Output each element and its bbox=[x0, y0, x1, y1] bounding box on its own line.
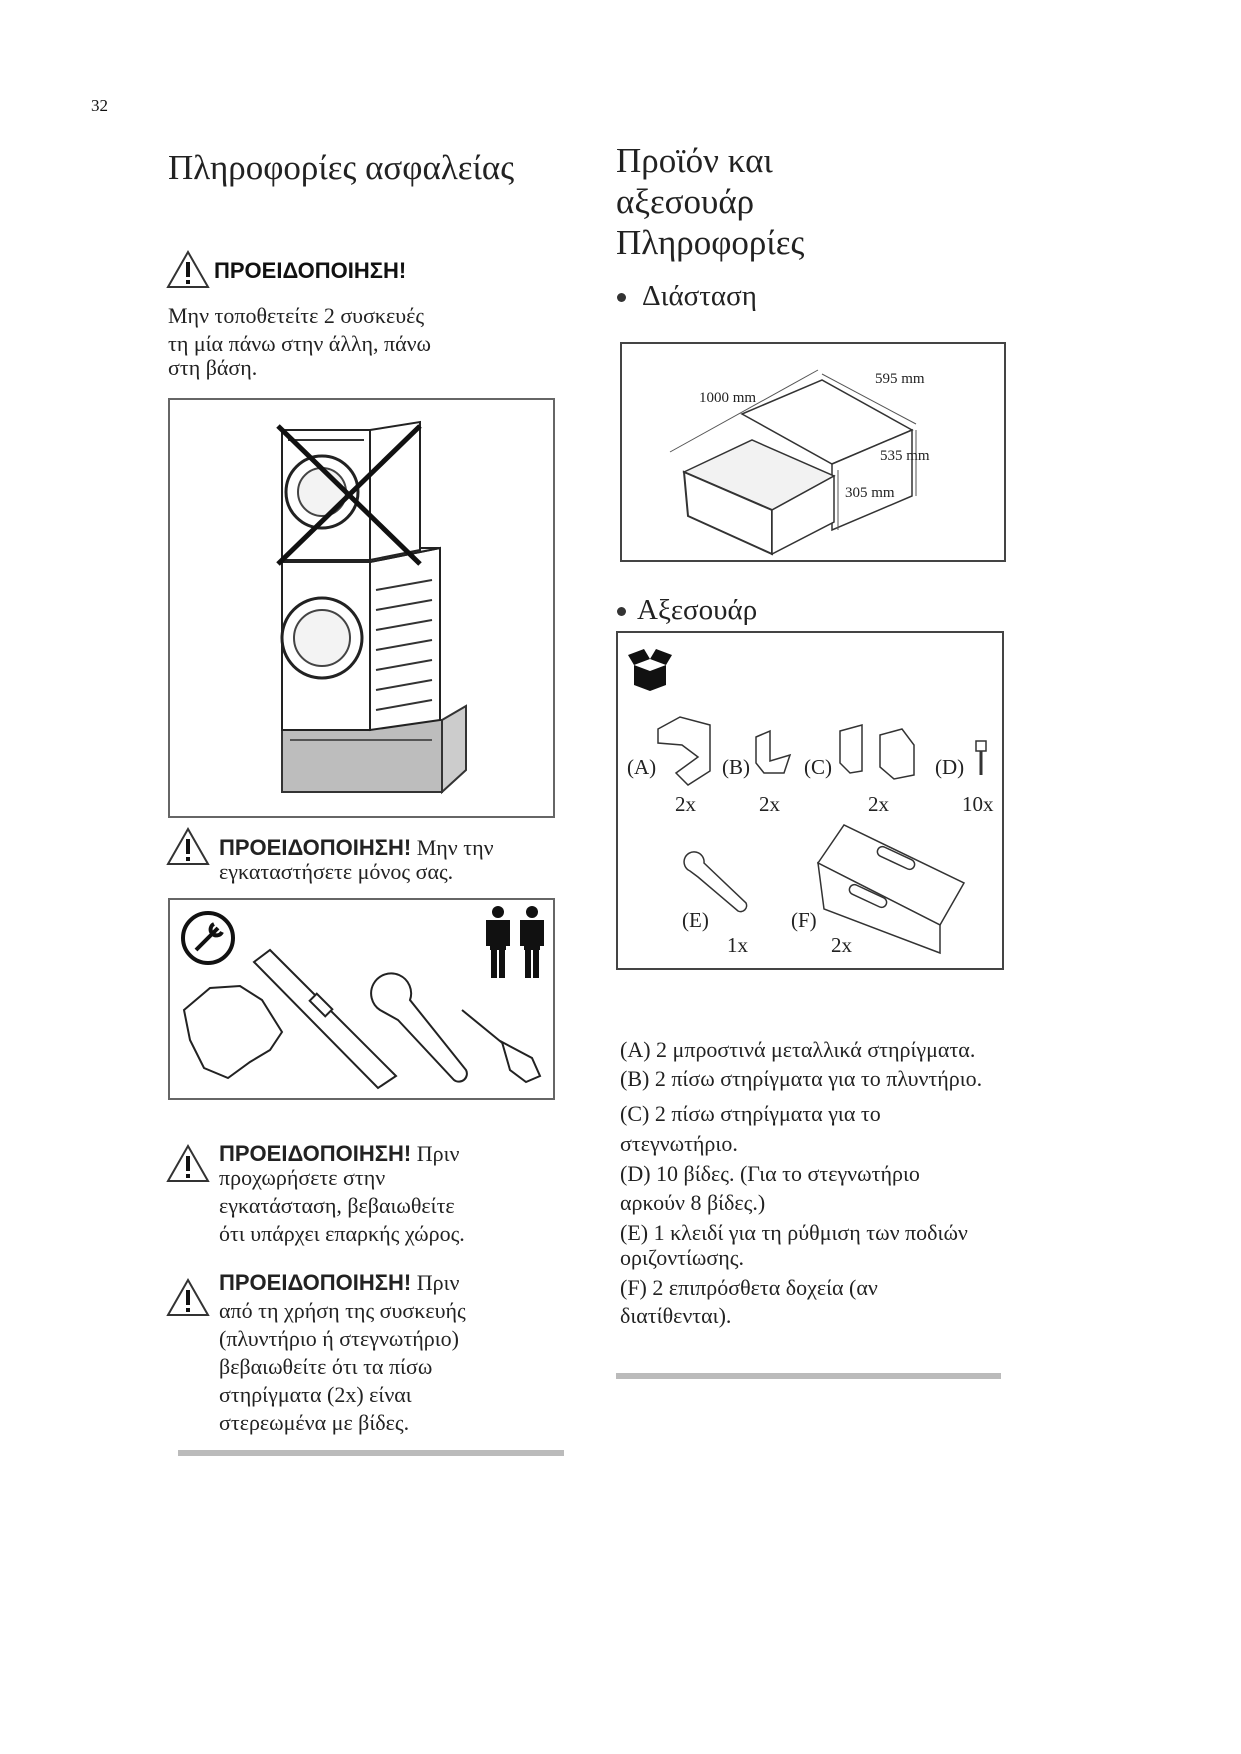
accessories-subtitle: Αξεσουάρ bbox=[637, 594, 758, 626]
section-title-product bbox=[616, 140, 804, 263]
column-end-rule bbox=[178, 1450, 564, 1456]
description-line: (B) 2 πίσω στηρίγματα για το πλυντήριο. bbox=[620, 1066, 983, 1091]
warning-text-space bbox=[219, 1140, 549, 1248]
text-line: στηρίγματα (2x) είναι bbox=[219, 1382, 412, 1407]
accessory-label: (E) bbox=[682, 908, 709, 932]
accessory-label: (B) bbox=[722, 755, 750, 779]
text-line: στη βάση. bbox=[168, 355, 258, 380]
text-line: ότι υπάρχει επαρκής χώρος. bbox=[219, 1221, 465, 1246]
bullet-icon bbox=[617, 607, 626, 616]
plinth-drawer-image bbox=[622, 344, 1004, 560]
warning-label: ΠΡΟΕΙΔΟΠΟΙΗΣΗ! bbox=[219, 835, 412, 860]
text-line: εγκαταστήσετε μόνος σας. bbox=[219, 859, 454, 884]
warning-icon bbox=[166, 826, 210, 866]
description-line: αρκούν 8 βίδες.) bbox=[620, 1190, 766, 1215]
description-line: διατίθενται). bbox=[620, 1303, 732, 1328]
accessories-diagram bbox=[616, 631, 1004, 970]
description-line: (F) 2 επιπρόσθετα δοχεία (αν bbox=[620, 1275, 878, 1300]
accessory-descriptions bbox=[620, 1036, 1020, 1330]
dimension-subtitle: Διάσταση bbox=[642, 280, 757, 312]
section-title-safety: Πληροφορίες ασφαλείας bbox=[168, 148, 515, 187]
text-line: τη μία πάνω στην άλλη, πάνω bbox=[168, 331, 432, 356]
warning-label: ΠΡΟΕΙΔΟΠΟΙΗΣΗ! bbox=[219, 1270, 412, 1295]
dryer-on-washer-crossed-out-image bbox=[170, 400, 553, 816]
accessory-label: (F) bbox=[791, 908, 817, 932]
title-line: Προϊόν και bbox=[616, 141, 773, 180]
dimension-diagram bbox=[620, 342, 1006, 562]
tools-and-two-persons-image bbox=[170, 900, 553, 1098]
stacked-appliances-illustration bbox=[168, 398, 555, 818]
text-line: βεβαιωθείτε ότι τα πίσω bbox=[219, 1354, 433, 1379]
description-line: (E) 1 κλειδί για τη ρύθμιση των ποδιών bbox=[620, 1220, 968, 1245]
description-line: (C) 2 πίσω στηρίγματα για το bbox=[620, 1101, 881, 1126]
description-line: στεγνωτήριο. bbox=[620, 1131, 738, 1156]
accessory-quantity: 1x bbox=[727, 933, 748, 957]
description-line: (A) 2 μπροστινά μεταλλικά στηρίγματα. bbox=[620, 1037, 976, 1062]
text-line: Μην τοποθετείτε 2 συσκευές bbox=[168, 303, 425, 328]
warning-label: ΠΡΟΕΙΔΟΠΟΙΗΣΗ! bbox=[214, 258, 407, 283]
text-line: Πριν bbox=[411, 1270, 460, 1295]
warning-icon bbox=[166, 249, 210, 289]
title-line: αξεσουάρ bbox=[616, 182, 755, 221]
warning-text-assistance bbox=[219, 834, 549, 886]
dimension-label-depth: 535 mm bbox=[880, 448, 930, 464]
text-line: Μην την bbox=[411, 835, 494, 860]
warning-text-rear-brackets bbox=[219, 1269, 549, 1437]
text-line: προχωρήσετε στην bbox=[219, 1165, 386, 1190]
title-line: Πληροφορίες bbox=[616, 223, 805, 262]
accessory-quantity: 2x bbox=[759, 792, 780, 816]
warning-icon bbox=[166, 1143, 210, 1183]
description-line: οριζοντίωσης. bbox=[620, 1245, 744, 1270]
text-line: εγκατάσταση, βεβαιωθείτε bbox=[219, 1193, 455, 1218]
accessory-quantity: 2x bbox=[868, 792, 889, 816]
dimension-label-width: 595 mm bbox=[875, 371, 925, 387]
text-line: στερεωμένα με βίδες. bbox=[219, 1410, 410, 1435]
text-line: από τη χρήση της συσκευής bbox=[219, 1298, 466, 1323]
warning-icon bbox=[166, 1277, 210, 1317]
accessory-label: (D) bbox=[935, 755, 965, 779]
column-end-rule bbox=[616, 1373, 1001, 1379]
bullet-icon bbox=[617, 293, 626, 302]
accessory-label: (A) bbox=[627, 755, 657, 779]
warning-label: ΠΡΟΕΙΔΟΠΟΙΗΣΗ! bbox=[219, 1141, 412, 1166]
tools-illustration bbox=[168, 898, 555, 1100]
accessory-quantity: 10x bbox=[962, 792, 994, 816]
dimension-label-depth-extended: 1000 mm bbox=[699, 390, 757, 406]
accessory-quantity: 2x bbox=[675, 792, 696, 816]
accessory-label: (C) bbox=[804, 755, 832, 779]
text-line: (πλυντήριο ή στεγνωτήριο) bbox=[219, 1326, 459, 1351]
accessory-quantity: 2x bbox=[831, 933, 852, 957]
description-line: (D) 10 βίδες. (Για το στεγνωτήριο bbox=[620, 1161, 920, 1186]
page-number: 32 bbox=[91, 96, 108, 115]
text-line: Πριν bbox=[411, 1141, 460, 1166]
dimension-label-height: 305 mm bbox=[845, 485, 895, 501]
warning-text-stacking bbox=[168, 302, 431, 382]
